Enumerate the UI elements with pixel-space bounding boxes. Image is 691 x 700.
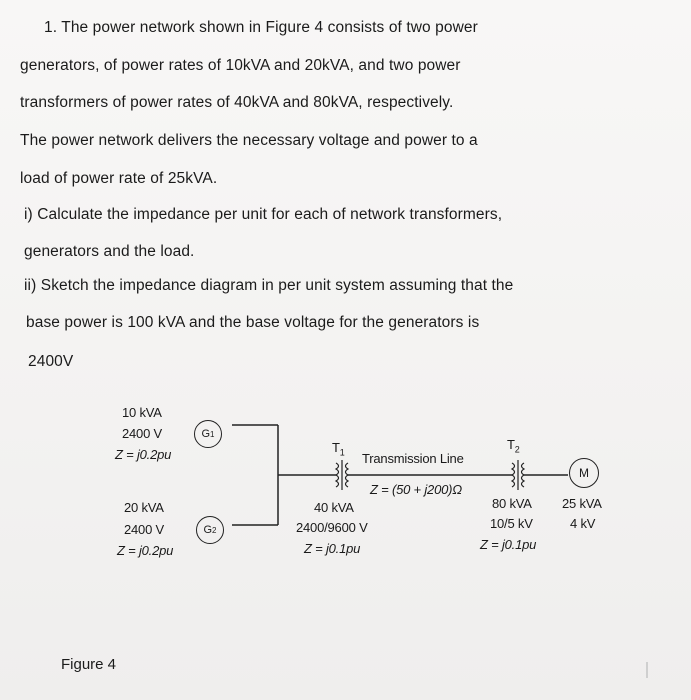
g2-rating: 20 kVA [124,500,164,515]
question-line-3: transformers of power rates of 40kVA and 80kVA, respectively. [20,94,454,111]
g1-subscript: 1 [210,429,215,439]
transmission-line-label: Transmission Line [362,451,464,466]
g1-voltage: 2400 V [122,426,163,441]
question-line-1: 1. The power network shown in Figure 4 consists of two power [44,19,478,36]
g2-impedance: Z = j0.2pu [117,543,174,558]
t1-label [332,440,345,458]
g1-impedance: Z = j0.2pu [115,447,172,462]
g2-generator-icon [196,516,224,544]
t1-windings [336,460,348,490]
g1-symbol: G [201,428,211,440]
t1-subscript: 1 [339,447,345,458]
figure-caption: Figure 4 [61,656,117,673]
paper-mark [646,662,648,678]
t2-rating: 80 kVA [492,496,532,511]
t2-subscript: 2 [514,444,520,455]
t2-label-letter: T [507,437,515,452]
motor-voltage: 4 kV [570,516,596,531]
g2-voltage: 2400 V [124,522,165,537]
question-line-2: generators, of power rates of 10kVA and 20kVA, and two power [20,57,461,74]
t2-impedance: Z = j0.1pu [480,537,537,552]
t1-voltage: 2400/9600 V [296,520,368,535]
g2-symbol: G [203,524,213,536]
question-line-6: i) Calculate the impedance per unit for each of network transformers, [24,206,503,223]
t1-impedance: Z = j0.1pu [304,541,361,556]
t1-rating: 40 kVA [314,500,354,515]
g2-subscript: 2 [212,525,217,535]
transmission-line-impedance: Z = (50 + j200)Ω [370,482,462,497]
question-line-4: The power network delivers the necessary voltage and power to a [20,132,478,149]
question-line-9: base power is 100 kVA and the base voltage for the generators is [26,314,480,331]
t2-label [507,437,520,455]
g1-generator-icon [194,420,222,448]
g1-rating: 10 kVA [122,405,162,420]
t1-label-letter: T [332,440,340,455]
question-line-7: generators and the load. [24,243,195,260]
motor-symbol: M [579,466,589,480]
t2-voltage: 10/5 kV [490,516,533,531]
question-line-5: load of power rate of 25kVA. [20,170,218,187]
t2-windings [512,460,524,490]
motor-icon [569,458,599,488]
motor-rating: 25 kVA [562,496,602,511]
question-line-8: ii) Sketch the impedance diagram in per unit system assuming that the [24,277,514,294]
question-line-10: 2400V [28,353,74,370]
